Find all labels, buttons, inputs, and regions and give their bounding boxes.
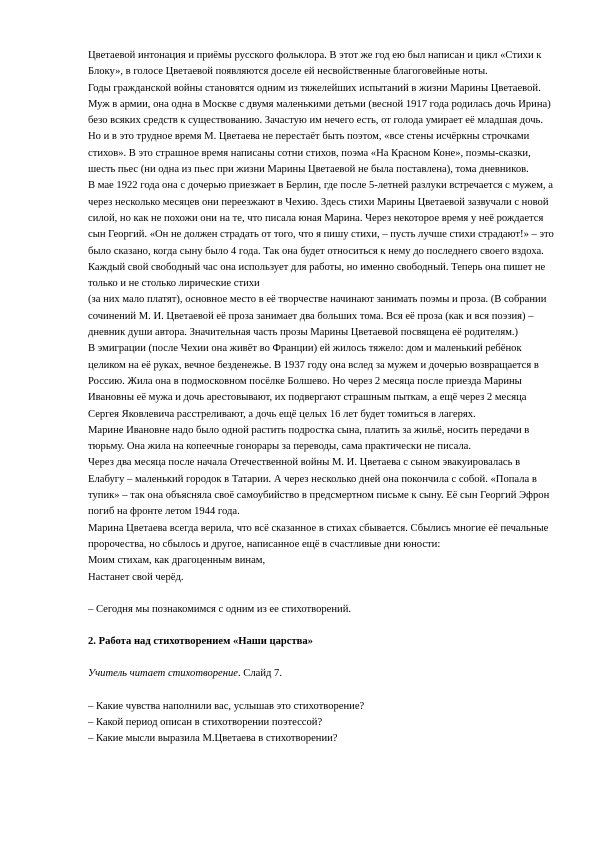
spacer (88, 586, 554, 602)
paragraph-son: Марине Ивановне надо было одной растить подростка сына, платить за жильё, носить передачи в тюрьму. Она жила на копеечные гонорары за переводы, сама практически не писала. (88, 424, 530, 453)
teacher-reads-line (88, 666, 554, 682)
section-heading: 2. Работа над стихотворением «Наши царства» (88, 636, 313, 648)
poem-line-1: Моим стихам, как драгоценным винам, (88, 555, 266, 567)
paragraph-prophecies: Марина Цветаева всегда верила, что всё сказанное в стихах сбывается. Сбылись многие её печальные пророчества, но сбылось и другое, написанное ещё в счастливые дни юности: (88, 522, 549, 550)
spacer (88, 683, 554, 699)
spacer (88, 618, 554, 634)
question-2: – Какой период описан в стихотворении поэтессой? (88, 716, 323, 728)
paragraph-stihi-k-bloku: Цветаевой интонация и приёмы русского фольклора. В этот же год ею был написан и цикл «Стихи к Блоку», в голосе Цветаевой появляются доселе ей несвойственные благоговейные ноты. (88, 50, 542, 78)
paragraph-emigration: В эмиграции (после Чехии она живёт во Франции) ей жилось тяжело: дом и маленький ребёнок целиком на её руках, вечное безденежье. В 1937 году она вслед за мужем и дочерью возвращается в Россию. Жила она в подмосковном посёлке Болшево. Но через 2 месяца после приезда Марины Ивановны её мужа и дочь арестовывают, их подвергают страшным пыткам, а ещё через 2 месяца Сергея Яковлевича расстреливают, а дочь ещё целых 16 лет будет томиться в лагерях. (88, 343, 539, 420)
teacher-reads-italic: Учитель читает стихотворение (88, 668, 238, 680)
question-1: – Какие чувства наполнили вас, услышав это стихотворение? (88, 700, 365, 712)
teacher-reads-rest: . Слайд 7. (238, 668, 283, 680)
document-page (88, 48, 554, 748)
paragraph-berlin-czech: В мае 1922 года она с дочерью приезжает в Берлин, где после 5-летней разлуки встречается с мужем, а через несколько месяцев они переезжают в Чехию. Здесь стихи Марины Цветаевой зазвучали с новой силой, но как не похожи они на те, что писала юная Марина. Через некоторое время у неё рождается сын Георгий. «Он не должен страдать от того, что я пишу стихи, – пусть лучше стихи страдают!» – это было сказано, когда сыну было 4 года. Так она будет относиться к нему до последнего своего вздоха. Каждый свой свободный час она использует для работы, но именно свободный. Теперь она пишет не только и не столько лирические стихи (88, 180, 554, 290)
spacer (88, 650, 554, 666)
paragraph-elabuga: Через два месяца после начала Отечественной войны М. И. Цветаева с сыном эвакуировалась в Елабугу – маленький городок в Татарии. А через несколько дней она покончила с собой. «Попала в тупик» – так она объясняла своё самоубийство в предсмертном письме к сыну. Её сын Георгий Эфрон погиб на фронте летом 1944 года. (88, 457, 550, 518)
question-3: – Какие мысли выразила М.Цветаева в стихотворении? (88, 733, 338, 745)
paragraph-civil-war: Годы гражданской войны становятся одним из тяжелейших испытаний в жизни Марины Цветаевой. Муж в армии, она одна в Москве с двумя маленькими детьми (весной 1917 года родилась дочь Ирина) безо всяких средств к существованию. Зачастую им нечего есть, от голода умирает её младшая дочь. Но и в это трудное время М. Цветаева не перестаёт быть поэтом, «все стены исчёркны строчками стихов». В это страшное время написаны сотни стихов, поэма «На Красном Коне», поэмы-сказки, шесть пьес (ни одна из пьес при жизни Марины Цветаевой не была поставлена), тома дневников. (88, 82, 551, 176)
paragraph-prose: (за них мало платят), основное место в её творчестве начинают занимать поэмы и проза. (В собрании сочинений М. И. Цветаевой её проза занимает два больших тома. Вся её проза (как и вся поэзия) – дневник души автора. Значительная часть прозы Марины Цветаевой посвящена её родителям.) (88, 294, 547, 339)
poem-line-2: Настанет свой черёд. (88, 571, 184, 583)
teacher-statement: – Сегодня мы познакомимся с одним из ее стихотворений. (88, 603, 352, 615)
